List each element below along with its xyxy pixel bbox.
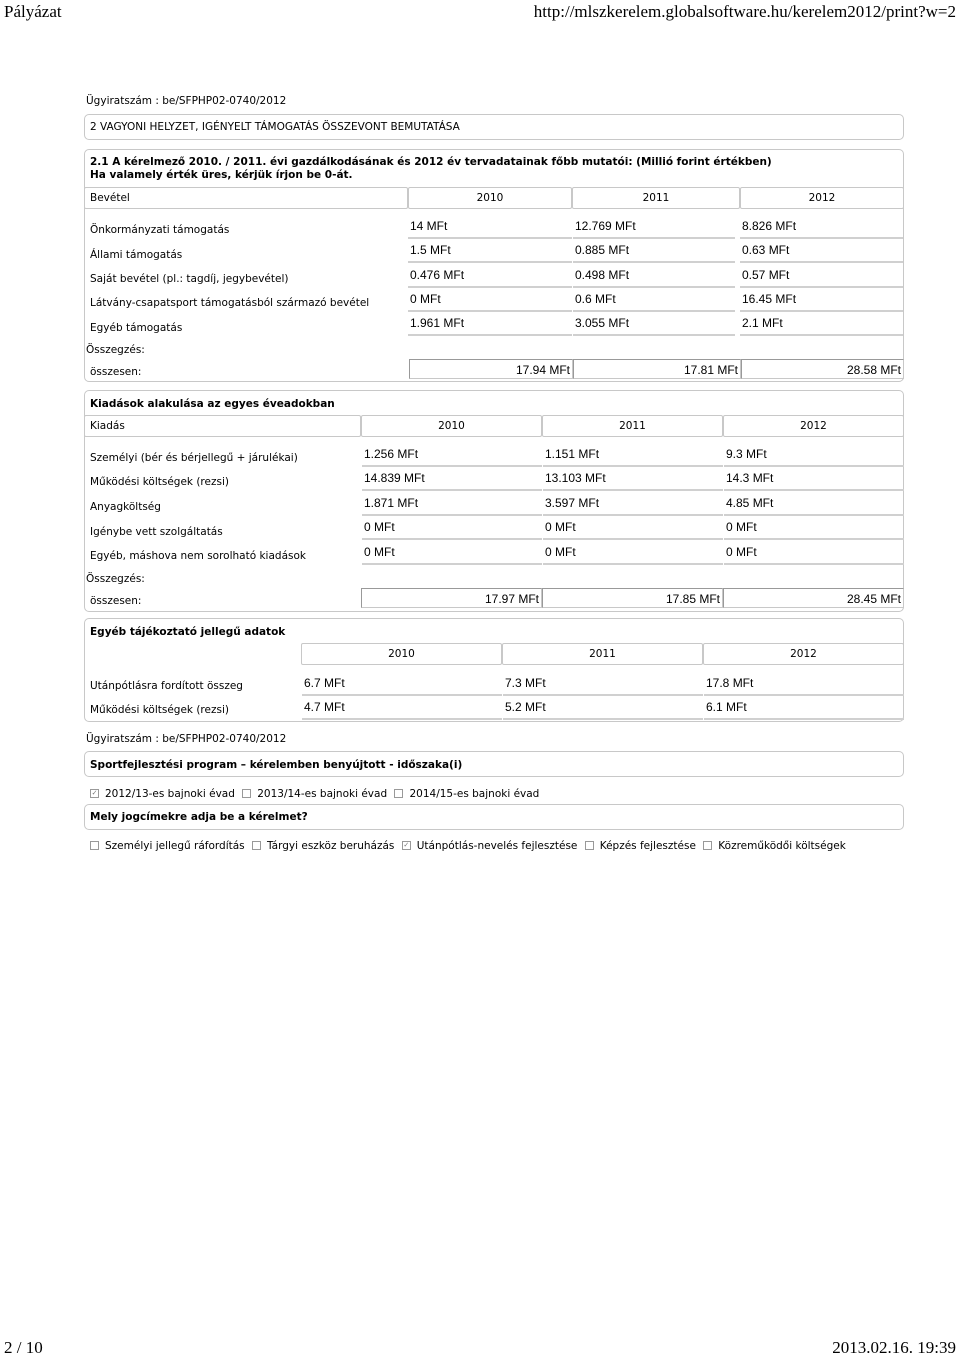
income-value-2011[interactable]: 12.769 MFt	[573, 219, 735, 239]
income-total-2010: 17.94 MFt	[409, 359, 573, 379]
expense-total-2012: 28.45 MFt	[723, 588, 904, 608]
category-label: Közreműködői költségek	[718, 840, 846, 852]
expense-row-label: Működési költségek (rezsi)	[90, 476, 229, 488]
season-checkbox-group	[90, 788, 543, 800]
other-header-2011: 2011	[502, 643, 703, 665]
case-number: Ügyiratszám : be/SFPHP02-0740/2012	[86, 95, 287, 107]
case-number-2: Ügyiratszám : be/SFPHP02-0740/2012	[86, 733, 287, 745]
income-header-2010: 2010	[408, 187, 572, 209]
expense-total-label: összesen:	[90, 595, 142, 607]
income-value-2011[interactable]: 0.885 MFt	[573, 243, 735, 263]
expense-row-label: Személyi (bér és bérjellegű + járulékai)	[90, 452, 298, 464]
question-title: Mely jogcímekre adja be a kérelmet?	[90, 811, 308, 823]
program-title: Sportfejlesztési program – kérelemben benyújtott - időszaka(i)	[90, 759, 463, 771]
income-header-2012: 2012	[740, 187, 904, 209]
expense-value-2012[interactable]: 9.3 MFt	[724, 447, 904, 467]
expense-row-label: Igénybe vett szolgáltatás	[90, 526, 223, 538]
income-value-2012[interactable]: 8.826 MFt	[740, 219, 903, 239]
other-value-2010[interactable]: 4.7 MFt	[302, 700, 502, 720]
section-title: 2 VAGYONI HELYZET, IGÉNYELT TÁMOGATÁS ÖSSZEVONT BEMUTATÁSA	[90, 121, 460, 133]
income-value-2011[interactable]: 3.055 MFt	[573, 316, 735, 336]
season-checkbox-2013-14[interactable]	[242, 789, 251, 798]
season-label: 2012/13-es bajnoki évad	[105, 788, 235, 800]
expense-value-2010[interactable]: 14.839 MFt	[362, 471, 542, 491]
category-label: Képzés fejlesztése	[599, 840, 696, 852]
income-value-2012[interactable]: 0.57 MFt	[740, 268, 903, 288]
expense-header-2012: 2012	[723, 415, 904, 437]
income-header-label: Bevétel	[84, 187, 408, 209]
subsection-note: Ha valamely érték üres, kérjük írjon be 0-át.	[90, 169, 353, 181]
other-header-2012: 2012	[703, 643, 904, 665]
other-value-2012[interactable]: 6.1 MFt	[704, 700, 904, 720]
income-value-2010[interactable]: 1.961 MFt	[408, 316, 572, 336]
other-row-label: Működési költségek (rezsi)	[90, 704, 229, 716]
page-number: 2 / 10	[4, 1338, 43, 1357]
other-header-2010: 2010	[301, 643, 502, 665]
expense-value-2012[interactable]: 4.85 MFt	[724, 496, 904, 516]
income-total-2012: 28.58 MFt	[741, 359, 904, 379]
income-value-2011[interactable]: 0.498 MFt	[573, 268, 735, 288]
question-box	[84, 804, 904, 830]
category-checkbox-assets[interactable]	[252, 841, 261, 850]
income-value-2011[interactable]: 0.6 MFt	[573, 292, 735, 312]
expense-value-2012[interactable]: 0 MFt	[724, 520, 904, 540]
other-value-2010[interactable]: 6.7 MFt	[302, 676, 502, 696]
income-row-label: Önkormányzati támogatás	[90, 224, 230, 236]
income-row-label: Egyéb támogatás	[90, 322, 183, 334]
income-summary-label: Összegzés:	[86, 344, 145, 356]
expense-summary-label: Összegzés:	[86, 573, 145, 585]
expense-value-2012[interactable]: 14.3 MFt	[724, 471, 904, 491]
other-row-label: Utánpótlásra fordított összeg	[90, 680, 243, 692]
expense-value-2010[interactable]: 0 MFt	[362, 545, 542, 565]
expense-value-2011[interactable]: 0 MFt	[543, 545, 723, 565]
expense-value-2011[interactable]: 0 MFt	[543, 520, 723, 540]
financial-indicators-box	[84, 149, 904, 382]
season-checkbox-2014-15[interactable]	[394, 789, 403, 798]
other-info-title: Egyéb tájékoztató jellegű adatok	[90, 626, 286, 638]
print-timestamp: 2013.02.16. 19:39	[832, 1338, 956, 1357]
income-total-label: összesen:	[90, 366, 142, 378]
expense-value-2010[interactable]: 1.256 MFt	[362, 447, 542, 467]
category-label: Utánpótlás-nevelés fejlesztése	[416, 840, 578, 852]
expense-value-2010[interactable]: 1.871 MFt	[362, 496, 542, 516]
income-row-label: Saját bevétel (pl.: tagdíj, jegybevétel)	[90, 273, 289, 285]
category-checkbox-personal[interactable]	[90, 841, 99, 850]
expense-value-2011[interactable]: 3.597 MFt	[543, 496, 723, 516]
print-header-url: http://mlszkerelem.globalsoftware.hu/kerelem2012/print?w=2	[533, 2, 956, 21]
income-header-2011: 2011	[572, 187, 740, 209]
income-total-2011: 17.81 MFt	[573, 359, 741, 379]
other-value-2011[interactable]: 5.2 MFt	[503, 700, 703, 720]
income-row-label: Látvány-csapatsport támogatásból származó bevétel	[90, 297, 370, 309]
season-label: 2013/14-es bajnoki évad	[257, 788, 388, 800]
expense-total-2011: 17.85 MFt	[542, 588, 723, 608]
subsection-title: 2.1 A kérelmező 2010. / 2011. évi gazdálkodásának és 2012 év tervadatainak főbb mutatói: (Millió forint értékben)	[90, 156, 772, 168]
expense-value-2011[interactable]: 13.103 MFt	[543, 471, 723, 491]
expense-total-2010: 17.97 MFt	[361, 588, 542, 608]
income-value-2010[interactable]: 0.476 MFt	[408, 268, 572, 288]
other-value-2011[interactable]: 7.3 MFt	[503, 676, 703, 696]
income-value-2012[interactable]: 0.63 MFt	[740, 243, 903, 263]
income-value-2010[interactable]: 1.5 MFt	[408, 243, 572, 263]
expense-row-label: Anyagköltség	[90, 501, 161, 513]
expense-header-2011: 2011	[542, 415, 723, 437]
expense-value-2010[interactable]: 0 MFt	[362, 520, 542, 540]
category-checkbox-training[interactable]	[585, 841, 594, 850]
income-value-2012[interactable]: 16.45 MFt	[740, 292, 903, 312]
season-label: 2014/15-es bajnoki évad	[409, 788, 540, 800]
expense-header-label: Kiadás	[84, 415, 361, 437]
category-checkbox-contributor[interactable]	[703, 841, 712, 850]
income-value-2010[interactable]: 0 MFt	[408, 292, 572, 312]
category-checkbox-youth[interactable]: ✓	[403, 840, 410, 849]
print-header-title: Pályázat	[4, 2, 62, 21]
section-title-box	[84, 114, 904, 140]
category-label: Személyi jellegű ráfordítás	[105, 840, 245, 852]
income-value-2012[interactable]: 2.1 MFt	[740, 316, 903, 336]
category-label: Tárgyi eszköz beruházás	[267, 840, 395, 852]
program-title-box	[84, 751, 904, 777]
other-value-2012[interactable]: 17.8 MFt	[704, 676, 904, 696]
expense-title: Kiadások alakulása az egyes éveadokban	[90, 398, 335, 410]
expense-value-2012[interactable]: 0 MFt	[724, 545, 904, 565]
expense-row-label: Egyéb, máshova nem sorolható kiadások	[90, 550, 306, 562]
income-value-2010[interactable]: 14 MFt	[408, 219, 572, 239]
expense-header-2010: 2010	[361, 415, 542, 437]
expense-value-2011[interactable]: 1.151 MFt	[543, 447, 723, 467]
income-row-label: Állami támogatás	[90, 249, 183, 261]
season-checkbox-2012-13[interactable]: ✓	[91, 788, 98, 797]
category-checkbox-group	[90, 840, 850, 852]
